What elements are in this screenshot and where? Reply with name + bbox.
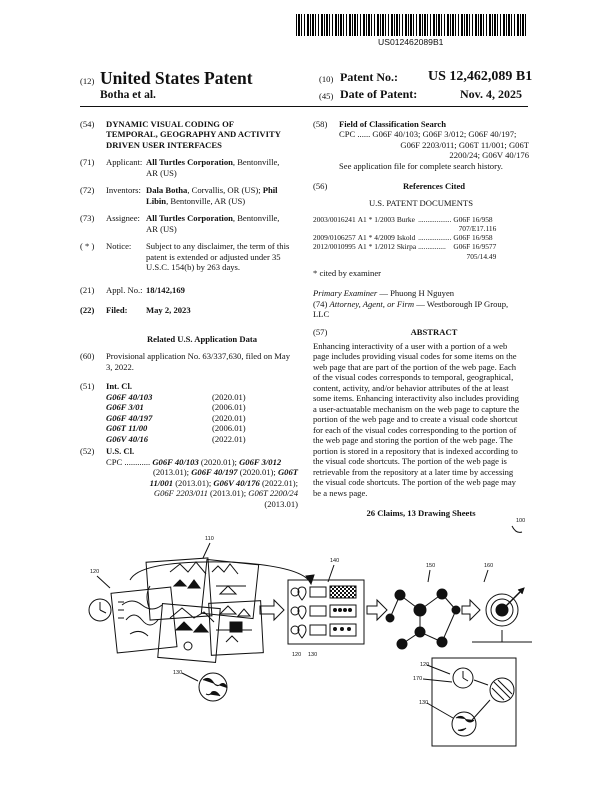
ref-100: 100 — [516, 518, 526, 524]
int-cl-row: G06V 40/16 (2022.01) — [106, 433, 246, 444]
ref-120: 120 — [90, 569, 100, 575]
cpc-classification: CPC ............ G06F 40/103 (2020.01); G06F 3/012 (2013.01); G06F 40/197 (2020.01); G06T 11/001 (2013.01); G06V 40/176 (2022.01); G06F 2203/011 (2013.01); G06T 2200/24 (2013.01) — [106, 456, 298, 509]
ref-160: 160 — [484, 563, 494, 569]
us-cl-field: (52) U.S. Cl. CPC ............ G06F 40/103 (2020.01); G06F 3/012 (2013.01); G06F 40/197 (2020.01); G06T 11/001 (2013.01); G06V 40/176 (2022.01); G06F 2203/011 (2013.01); G06T 2200/24 (2013.01) — [80, 446, 298, 509]
network-graph — [386, 589, 460, 649]
table-row: 2009/0106257 A1 * 4/2009 Iskold .................. G06F 16/958 — [313, 233, 493, 243]
claims-line: 26 Claims, 13 Drawing Sheets — [366, 508, 476, 519]
filed-date: May 2, 2023 — [146, 305, 191, 316]
right-column: (58) Field of Classification Search CPC ...... G06F 40/103; G06F 3/012; G06F 40/197; G06F 2203/011; G06T 11/001; G06T 2200/24; G06V 40/176 See application file for complete search history. (56) References Cited U.S. PATENT DOCUMENTS 2003/0016241 A1 * 1/2003 Burke .................. G06F 16/958 707/E17.116 2009/0106257 A1 * 4/2009 Iskold .................. G06F 16/958 2012/0010995 A1 * 1/2012 Skirpa ............... G06F 16/9577 705/14.49 * cited by examiner Primary Examiner — Phuong H Nguyen (74) Attorney, Agent, or Firm — Westborough IP Group, LLC (57) ABSTRACT Enhancing interactivity of a user with a portion of a web page includes providing visual codes for some items on the web page that are part of the portion of the web page. Each of the visual codes corresponds to temporal, geographical, content, activity, and/or behavior attributes of the at least some items. Enhancing interactivity also includes providing a user-actuatable mechanism on the web page to capture the portion of the web page and to create a visual code shortcut for each of the visual codes corresponding to the portion of the web page and storing the portion of the web page. The portion is stored in a repository that is indexed according to the visual code shortcuts. The portion of the web page is retrievable from the repository at a later time by accessing the visual code shortcuts. The portion of the web page may be a news page. 26 Claims, 13 Drawing Sheets — [313, 119, 529, 519]
flow-arrow-1 — [260, 600, 284, 620]
int-cl-field: (51) Int. Cl. G06F 40/103 (2020.01) G06F 3/01 (2006.01) G06F 40/197 (2020.01) G06T 11/00 (2006.01) G06V 40/16 (2022.01) — [80, 381, 246, 444]
applicant-name: All Turtles Corporation — [146, 157, 233, 168]
patent-number: US 12,462,089 B1 — [428, 69, 533, 84]
filed-field: (22) Filed: May 2, 2023 — [80, 305, 191, 316]
visual-code-list — [288, 580, 364, 644]
notice-field: ( * ) Notice: Subject to any disclaimer, the term of this patent is extended or adjusted under 35 U.S.C. 154(b) by 263 days. — [80, 241, 290, 273]
inventor-2: Libin — [146, 195, 167, 206]
abstract-heading-row: (57) ABSTRACT — [313, 327, 529, 337]
flow-arrow-top — [130, 562, 310, 582]
cited-note: * cited by examiner — [313, 267, 382, 278]
references-table: 2003/0016241 A1 * 1/2003 Burke .................. G06F 16/958 707/E17.116 2009/0106257 A1 * 4/2009 Iskold .................. G06F 16/958 2012/0010995 A1 * 1/2012 Skirpa ............... G06F 16/9577 705/14.49 — [313, 215, 497, 261]
patent-date: Nov. 4, 2025 — [460, 87, 523, 101]
application-number: 18/142,169 — [146, 284, 185, 295]
flow-arrow-3 — [462, 600, 480, 620]
barcode — [296, 14, 528, 36]
ref-130c: 130 — [419, 700, 429, 706]
ref-100-arrow — [512, 526, 522, 532]
title-field: (54) DYNAMIC VISUAL CODING OF TEMPORAL, GEOGRAPHY AND ACTIVITY DRIVEN USER INTERFACES — [80, 119, 281, 150]
ref-120c: 120 — [420, 662, 430, 668]
barcode-number: US012462089B1 — [378, 37, 444, 47]
inventor-1: Dala Botha — [146, 185, 188, 196]
assignee-field: (73) Assignee: All Turtles Corporation, Bentonville, AR (US) — [80, 213, 280, 234]
field-of-search: (58) Field of Classification Search CPC ...... G06F 40/103; G06F 3/012; G06F 40/197; G06F 2203/011; G06T 11/001; G06T 2200/24; G06V 40/176 See application file for complete search history. — [313, 119, 529, 171]
ref-150: 150 — [426, 563, 436, 569]
kind-code: (12) — [80, 76, 95, 86]
ref-130b: 130 — [308, 652, 318, 658]
web-page-collage — [111, 558, 263, 663]
references-cited: (56) References Cited — [313, 181, 466, 192]
clock-icon — [89, 599, 111, 621]
abstract-text: Enhancing interactivity of a user with a portion of a web page includes providing visual codes for some items on the web page that are part of the portion of the web page. Each of the visual codes corresponds to temporal, geographical, content, activity, and/or behavior attributes of the at least some items. Enhancing interactivity also includes providing a user-actuatable mechanism on the web page to capture the portion of the web page and to create a visual code shortcut for each of the visual codes corresponding to the portion of the web page and storing the portion of the web page. The portion is stored in a repository that is indexed according to the visual code shortcuts. The portion of the web page is retrievable from the repository at a later time by accessing the visual code shortcuts. The portion of the web page may be a news page. — [313, 340, 520, 498]
detail-panel — [432, 658, 516, 746]
patent-no-code: (10) — [319, 74, 334, 84]
attorney: (74) Attorney, Agent, or Firm — Westborough IP Group, — [313, 298, 509, 309]
ref-130: 130 — [173, 670, 183, 676]
ref-110: 110 — [205, 536, 214, 542]
application-number-field: (21) Appl. No.: 18/142,169 — [80, 284, 185, 295]
date-label: Date of Patent: — [340, 87, 418, 101]
flow-arrow-2 — [367, 600, 387, 620]
notice-text: Subject to any disclaimer, the term of this patent is extended or adjusted under 35 U.S.C. 154(b) by 263 days. — [146, 241, 290, 273]
patent-no-label: Patent No.: — [340, 70, 398, 84]
inventor-short: Botha et al. — [100, 89, 156, 101]
patent-title: United States Patent — [100, 68, 253, 88]
ref-120b: 120 — [292, 652, 302, 658]
abstract-heading: ABSTRACT — [410, 327, 458, 338]
invention-title: DYNAMIC VISUAL CODING OF TEMPORAL, GEOGRAPHY AND ACTIVITY DRIVEN USER INTERFACES — [106, 119, 281, 150]
inventors-field: (72) Inventors: Dala Botha, Corvallis, OR (US); Phil Libin, Bentonville, AR (US) — [80, 185, 278, 206]
us-patent-documents-heading: U.S. PATENT DOCUMENTS — [368, 197, 474, 208]
int-cl-table — [106, 392, 246, 444]
target-icon — [486, 588, 524, 626]
applicant-field: (71) Applicant: All Turtles Corporation, Bentonville, AR (US) — [80, 157, 280, 178]
examiner: Primary Examiner — Phuong H Nguyen — [313, 288, 455, 299]
provisional-field: (60) Provisional application No. 63/337,630, filed on May 3, 2022. — [80, 351, 291, 372]
left-column — [80, 119, 298, 509]
int-cl-row: G06T 11/00 (2006.01) — [106, 423, 246, 434]
table-row: 2012/0010995 A1 * 1/2012 Skirpa ............... G06F 16/9577 — [313, 242, 497, 252]
date-code: (45) — [319, 91, 334, 101]
int-cl-row: G06F 3/01 (2006.01) — [106, 402, 246, 413]
table-row: 2003/0016241 A1 * 1/2003 Burke .................. G06F 16/958 — [313, 215, 493, 225]
ref-140: 140 — [330, 558, 340, 564]
int-cl-row: G06F 40/197 (2020.01) — [106, 412, 246, 423]
patent-drawing — [70, 510, 540, 775]
globe-icon — [199, 673, 227, 701]
assignee-name: All Turtles Corporation — [146, 213, 233, 224]
ref-170: 170 — [413, 676, 423, 682]
header-rule — [80, 106, 528, 107]
int-cl-row: G06F 40/103 (2020.01) — [106, 391, 246, 402]
related-heading: Related U.S. Application Data — [146, 333, 258, 344]
